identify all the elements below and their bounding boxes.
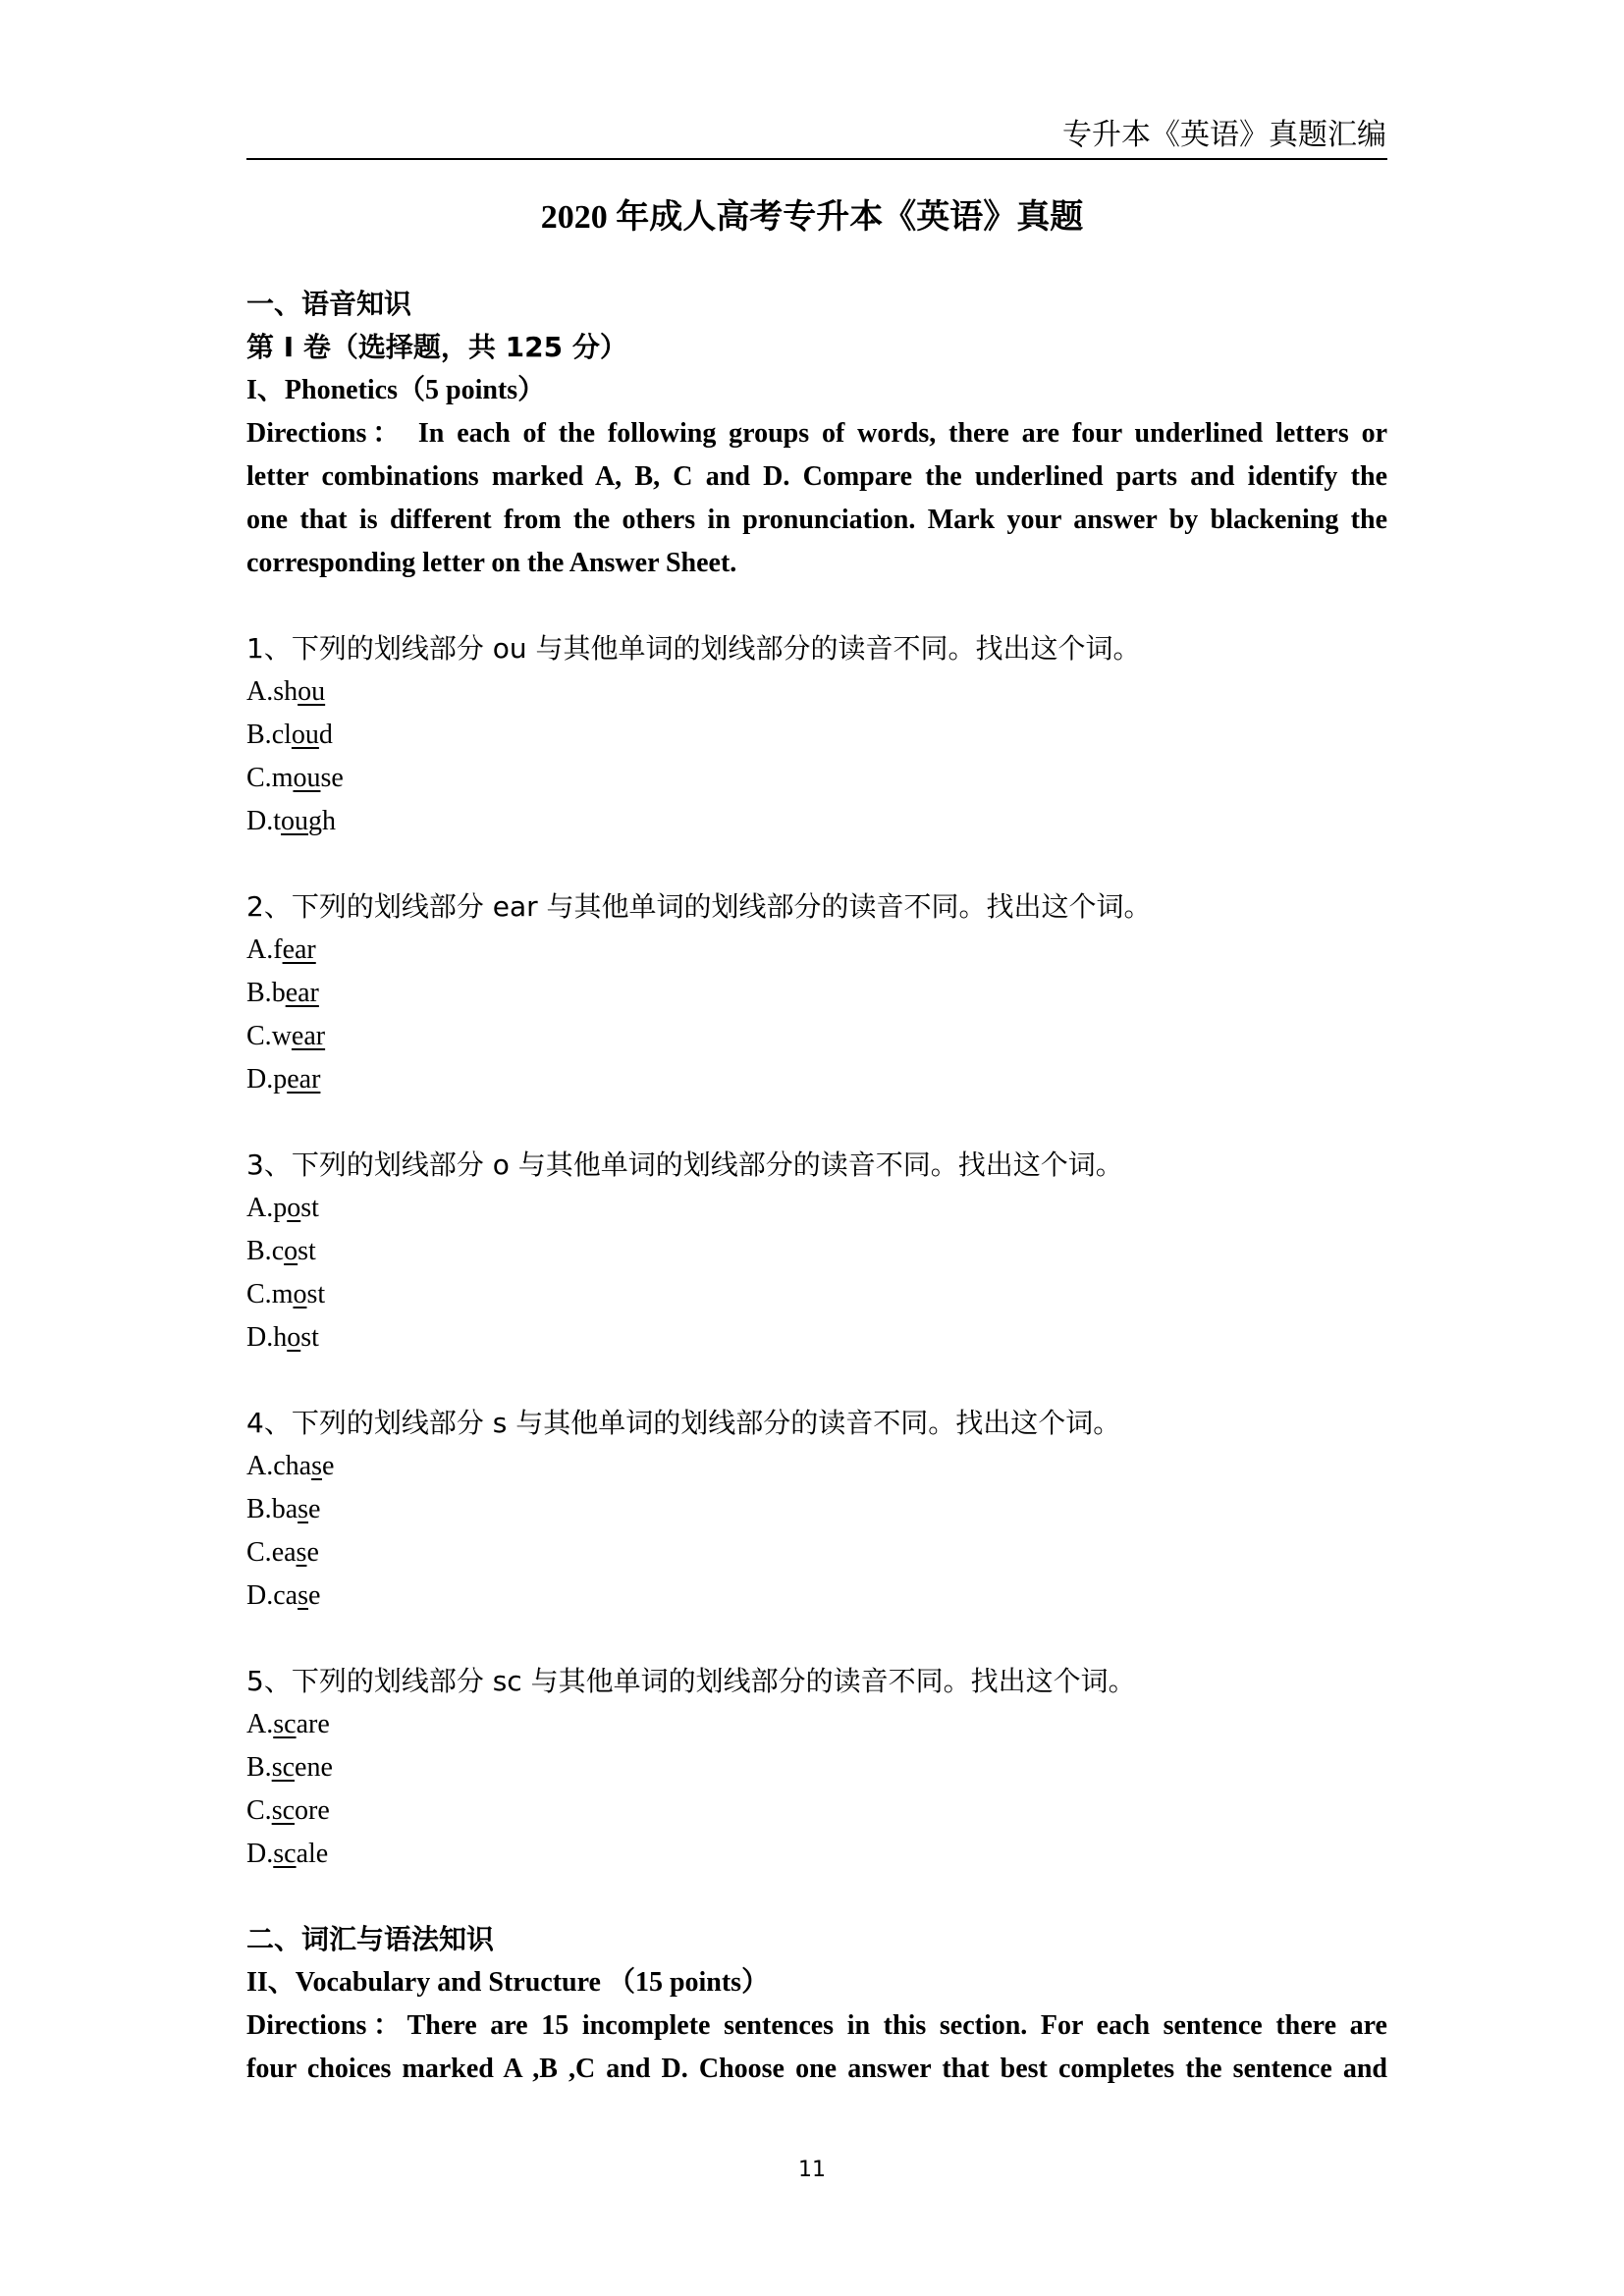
directions-line: Directions：There are 15 incomplete sentences in this section. For each sentence there are (246, 2010, 1387, 2041)
question-stem: 1、下列的划线部分 ou 与其他单词的划线部分的读音不同。找出这个词。 (246, 632, 1141, 665)
underlined-part: s (298, 1580, 308, 1611)
answer-option: C.wear (246, 1021, 326, 1051)
page-content (246, 283, 1387, 2091)
underlined-part: ear (285, 978, 319, 1008)
underlined-part: ear (282, 934, 316, 965)
answer-option: C.score (246, 1795, 330, 1826)
part-heading: I、Phonetics（5 points） (246, 375, 546, 405)
answer-option: B.base (246, 1494, 321, 1524)
directions-line: letter combinations marked A, B, C and D. Compare the underlined parts and identify the (246, 461, 1387, 492)
answer-option: B.bear (246, 978, 319, 1008)
question-stem: 5、下列的划线部分 sc 与其他单词的划线部分的读音不同。找出这个词。 (246, 1665, 1136, 1697)
answer-option: D.tough (246, 806, 337, 836)
underlined-part: ou (293, 763, 321, 793)
volume-label: 第 I 卷（选择题，共 125 分） (246, 331, 627, 363)
underlined-part: s (311, 1451, 322, 1481)
underlined-part: ear (291, 1021, 326, 1051)
directions-line: four choices marked A ,B ,C and D. Choose one answer that best completes the sentence and (246, 2054, 1387, 2084)
underlined-part: sc (271, 1752, 296, 1783)
answer-option: A.post (246, 1193, 319, 1223)
page-title: 2020 年成人高考专升本《英语》真题 (540, 199, 1084, 236)
answer-option: A.fear (246, 934, 316, 965)
underlined-part: o (287, 1322, 301, 1353)
underlined-part: sc (273, 1709, 297, 1739)
underlined-part: s (298, 1494, 309, 1524)
underlined-part: o (284, 1236, 298, 1266)
underlined-part: s (296, 1537, 307, 1568)
answer-option: C.ease (246, 1537, 319, 1568)
answer-option: A.shou (246, 676, 326, 707)
answer-option: D.host (246, 1322, 319, 1353)
section-heading: 一、语音知识 (246, 288, 412, 320)
answer-option: C.mouse (246, 763, 344, 793)
underlined-part: o (293, 1279, 307, 1309)
running-header: 专升本《英语》真题汇编 (1062, 118, 1386, 152)
section-heading: 二、词汇与语法知识 (246, 1923, 495, 1955)
directions-line: one that is different from the others in pronunciation. Mark your answer by blackening the (246, 505, 1387, 535)
answer-option: C.most (246, 1279, 326, 1309)
answer-option: D.case (246, 1580, 321, 1611)
question-stem: 4、下列的划线部分 s 与其他单词的划线部分的读音不同。找出这个词。 (246, 1407, 1121, 1439)
underlined-part: ou (281, 806, 309, 836)
directions-line: corresponding letter on the Answer Sheet. (246, 548, 737, 578)
underlined-part: o (287, 1193, 301, 1223)
answer-option: B.cloud (246, 720, 333, 750)
header-divider (246, 158, 1387, 160)
answer-option: B.scene (246, 1752, 333, 1783)
question-stem: 3、下列的划线部分 o 与其他单词的划线部分的读音不同。找出这个词。 (246, 1148, 1123, 1181)
underlined-part: sc (273, 1839, 297, 1869)
page-number: 11 (798, 2158, 826, 2182)
underlined-part: sc (271, 1795, 296, 1826)
underlined-part: ear (287, 1064, 321, 1095)
answer-option: D.scale (246, 1839, 329, 1869)
answer-option: A.scare (246, 1709, 330, 1739)
answer-option: A.chase (246, 1451, 335, 1481)
underlined-part: ou (291, 720, 319, 750)
question-stem: 2、下列的划线部分 ear 与其他单词的划线部分的读音不同。找出这个词。 (246, 890, 1152, 923)
answer-option: B.cost (246, 1236, 316, 1266)
underlined-part: ou (298, 676, 326, 707)
answer-option: D.pear (246, 1064, 321, 1095)
part-heading: II、Vocabulary and Structure （15 points） (246, 1967, 770, 1998)
directions-line: Directions： In each of the following groups of words, there are four underlined letters or (246, 418, 1387, 449)
